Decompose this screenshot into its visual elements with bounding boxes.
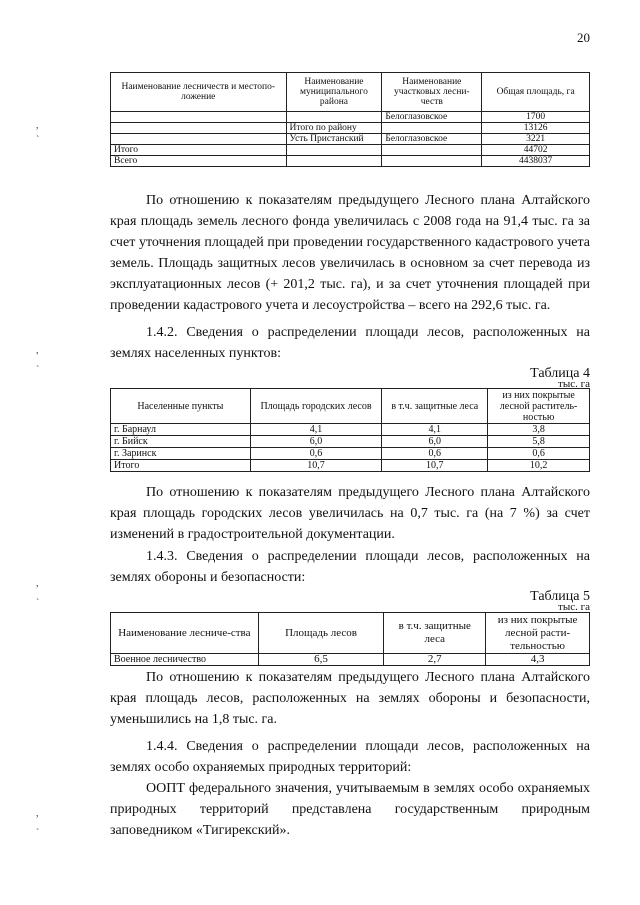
paragraph-text: По отношению к показателям предыдущего Лесного плана Алтайского края площадь лесов, расположенных на землях обороны и безопасности, уменьшились на 1,8 тыс. га. [110, 670, 590, 727]
table-cell: 0,6 [250, 448, 382, 460]
table-cell: 6,0 [382, 436, 488, 448]
margin-mark: ` [36, 135, 40, 146]
table-cell: Всего [111, 156, 287, 167]
table-header: Наименование муниципального района [286, 73, 382, 112]
table-cell: Военное лесничество [111, 654, 259, 666]
table-header: Общая площадь, га [482, 73, 590, 112]
table-header-row [111, 613, 590, 654]
margin-mark: , [36, 808, 39, 819]
table-cell: 4,1 [250, 424, 382, 436]
table-cell: 4,1 [382, 424, 488, 436]
margin-mark: ` [36, 365, 40, 376]
section-heading-text: 1.4.2. Сведения о распределении площади лесов, расположенных на землях населенных пунктов: [110, 325, 590, 361]
table-row [111, 436, 590, 448]
table-header-row [111, 389, 590, 424]
table-cell: 4,3 [486, 654, 590, 666]
table-row [111, 460, 590, 472]
table-caption: Таблица 5 [530, 589, 590, 604]
table-header: Наименование лесничеств и местопо-ложение [111, 73, 287, 112]
table-cell: Усть Пристанский [286, 134, 382, 145]
table-cell [286, 145, 382, 156]
table-row [111, 123, 590, 134]
table-header: из них покрытые лесной расти-тельностью [486, 613, 590, 654]
table-cell: 10,7 [382, 460, 488, 472]
table-cell [111, 123, 287, 134]
table-cell: 3,8 [488, 424, 590, 436]
forest-area-table [110, 72, 590, 167]
table-cell: 44702 [482, 145, 590, 156]
table-cell: 10,2 [488, 460, 590, 472]
table-cell: 0,6 [488, 448, 590, 460]
paragraph [110, 482, 590, 545]
settlement-forests-table [110, 388, 590, 472]
table-cell: 5,8 [488, 436, 590, 448]
table-cell [382, 145, 482, 156]
table-cell: Итого [111, 460, 251, 472]
table-caption: Таблица 4 [530, 366, 590, 381]
table-cell: Итого по району [286, 123, 382, 134]
section-heading [110, 736, 590, 778]
table-header: из них покрытые лесной раститель-ностью [488, 389, 590, 424]
table-header: Площадь городских лесов [250, 389, 382, 424]
paragraph-text: ООПТ федерального значения, учитываемым в землях особо охраняемых природных территорий представлена государственным природным заповедником «Тигирекский». [110, 781, 590, 838]
table-unit: тыс. га [558, 378, 590, 390]
defense-forests-table [110, 612, 590, 666]
paragraph-text: По отношению к показателям предыдущего Лесного плана Алтайского края площадь городских лесов увеличилась на 0,7 тыс. га (на 7 %) за счет изменений в градостроительной документации. [110, 485, 590, 542]
table-cell: Итого [111, 145, 287, 156]
table-row [111, 654, 590, 666]
table-cell: 2,7 [384, 654, 486, 666]
paragraph-text: По отношению к показателям предыдущего Лесного плана Алтайского края площадь земель лесного фонда увеличилась с 2008 года на 91,4 тыс. га за счет уточнения площадей при проведении государственного кадастрового учета земель. Площадь защитных лесов увеличилась в основном за счет перевода из эксплуатационных лесов (+ 201,2 тыс. га), и за счет уточнения площадей при проведении кадастрового учета и лесоустройства – всего на 292,6 тыс. га. [110, 193, 590, 313]
table-row [111, 134, 590, 145]
paragraph [110, 778, 590, 841]
table-cell: 6,5 [258, 654, 384, 666]
section-heading [110, 546, 590, 588]
table-cell [382, 156, 482, 167]
table-cell: Белоглазовское [382, 134, 482, 145]
table-cell: 4438037 [482, 156, 590, 167]
paragraph [110, 667, 590, 730]
section-heading-text: 1.4.4. Сведения о распределении площади лесов, расположенных на землях особо охраняемых природных территорий: [110, 739, 590, 775]
table-cell [382, 123, 482, 134]
table-cell: 10,7 [250, 460, 382, 472]
table-cell: 0,6 [382, 448, 488, 460]
table-header: Площадь лесов [258, 613, 384, 654]
section-heading [110, 322, 590, 364]
margin-mark: , [36, 345, 39, 356]
table-cell: г. Барнаул [111, 424, 251, 436]
table-cell: Белоглазовское [382, 112, 482, 123]
margin-mark: , [36, 578, 39, 589]
table-header: Наименование участковых лесни-честв [382, 73, 482, 112]
table-cell: г. Бийск [111, 436, 251, 448]
table-cell [286, 112, 382, 123]
table-row [111, 448, 590, 460]
table-cell [286, 156, 382, 167]
table-cell: 3221 [482, 134, 590, 145]
table-row [111, 112, 590, 123]
margin-mark: ` [36, 598, 40, 609]
margin-mark: ` [36, 828, 40, 839]
section-heading-text: 1.4.3. Сведения о распределении площади лесов, расположенных на землях обороны и безопасности: [110, 549, 590, 585]
table-cell [111, 134, 287, 145]
table-header: Населенные пункты [111, 389, 251, 424]
table-cell: 13126 [482, 123, 590, 134]
table-cell: 6,0 [250, 436, 382, 448]
table-header-row [111, 73, 590, 112]
page-number: 20 [577, 30, 590, 45]
table-cell: г. Заринск [111, 448, 251, 460]
margin-mark: , [36, 120, 39, 131]
table-row [111, 424, 590, 436]
table-header: в т.ч. защитные леса [384, 613, 486, 654]
table-header: Наименование лесниче-ства [111, 613, 259, 654]
table-cell: 1700 [482, 112, 590, 123]
table-unit: тыс. га [558, 601, 590, 613]
table-header: в т.ч. защитные леса [382, 389, 488, 424]
paragraph [110, 190, 590, 316]
table-cell [111, 112, 287, 123]
table-row [111, 156, 590, 167]
table-row [111, 145, 590, 156]
